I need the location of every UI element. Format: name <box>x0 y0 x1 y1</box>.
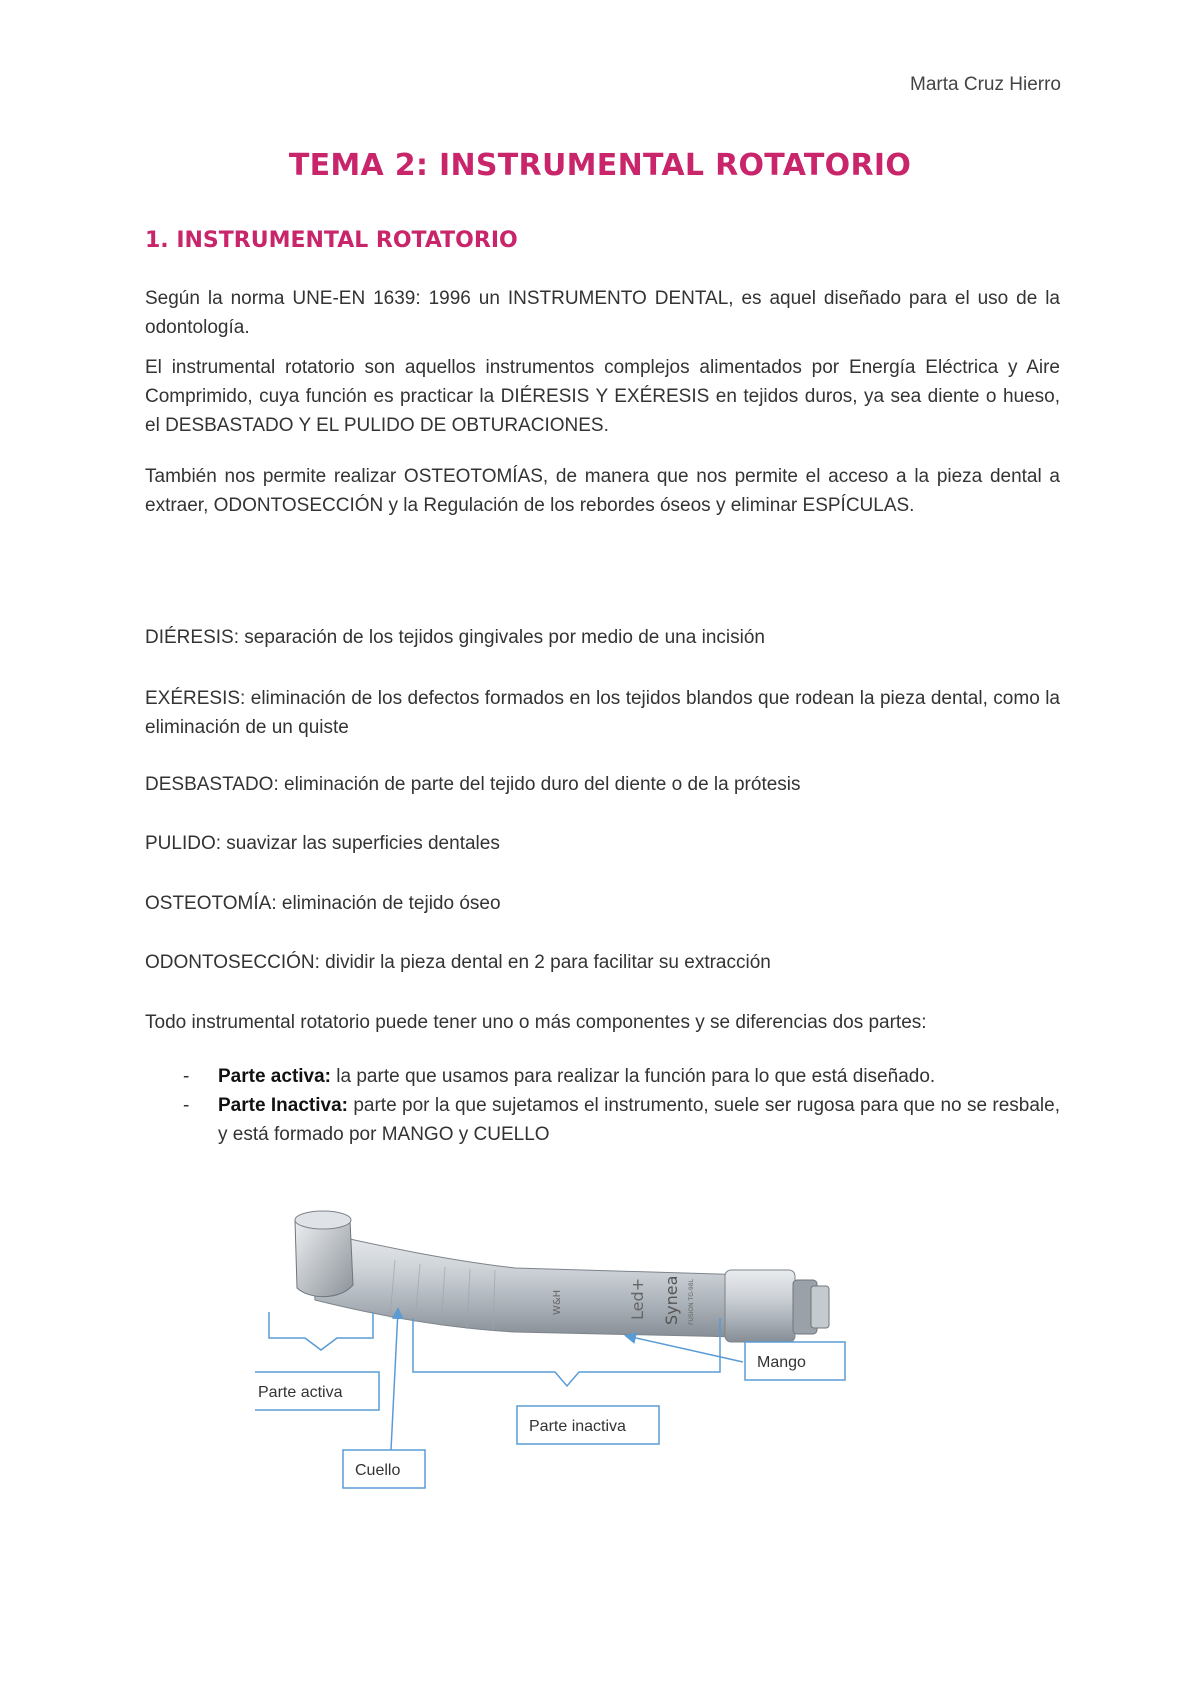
neck-label: Cuello <box>355 1462 401 1479</box>
model-engraving: FUSION TG-98L <box>688 1279 695 1325</box>
page-title: TEMA 2: INSTRUMENTAL ROTATORIO <box>288 148 912 183</box>
bullet-term: Parte activa: <box>218 1066 332 1087</box>
paragraph-odontoseccion: ODONTOSECCIÓN: dividir la pieza dental en 2 para facilitar su extracción <box>145 952 771 973</box>
active-part-label: Parte activa <box>258 1384 343 1401</box>
bullet-text: parte por la que sujetamos el instrumento, suele ser rugosa para que no se resbale, y está formado por MANGO y CUELLO <box>218 1095 1060 1145</box>
paragraph-osteotomia: OSTEOTOMÍA: eliminación de tejido óseo <box>145 893 501 914</box>
paragraph-definition: Según la norma UNE-EN 1639: 1996 un INSTRUMENTO DENTAL, es aquel diseñado para el uso de la odontología. <box>145 288 1060 338</box>
bullet-dash: - <box>183 1066 190 1087</box>
bullet-term: Parte Inactiva: <box>218 1095 348 1116</box>
section-heading: 1. INSTRUMENTAL ROTATORIO <box>145 228 518 253</box>
handle-pointer <box>627 1336 743 1362</box>
handle-label: Mango <box>757 1354 806 1371</box>
author-name: Marta Cruz Hierro <box>910 74 1061 95</box>
handpiece-diagram <box>255 1190 935 1500</box>
inactive-part-label: Parte inactiva <box>529 1418 626 1435</box>
list-item <box>145 1062 1060 1091</box>
brand-engraving: Synea <box>662 1275 681 1325</box>
paragraph-desbastado: DESBASTADO: eliminación de parte del tejido duro del diente o de la prótesis <box>145 774 801 795</box>
paragraph-exeresis: EXÉRESIS: eliminación de los defectos formados en los tejidos blandos que rodean la pieza dental, como la eliminación de un quiste <box>145 688 1060 738</box>
paragraph-osteotomies: También nos permite realizar OSTEOTOMÍAS, de manera que nos permite el acceso a la pieza dental a extraer, ODONTOSECCIÓN y la Regulación de los rebordes óseos y eliminar ESPÍCULAS. <box>145 466 1060 516</box>
logo-engraving: W&H <box>552 1289 563 1315</box>
paragraph-dieresis: DIÉRESIS: separación de los tejidos gingivales por medio de una incisión <box>145 627 765 648</box>
bullet-text: la parte que usamos para realizar la función para lo que está diseñado. <box>331 1066 936 1087</box>
neck-pointer <box>391 1310 398 1450</box>
paragraph-pulido: PULIDO: suavizar las superficies dentales <box>145 833 500 854</box>
parts-list <box>145 1062 1060 1149</box>
list-item <box>145 1091 1060 1149</box>
handpiece-image <box>295 1211 829 1342</box>
led-engraving: Led+ <box>628 1277 647 1320</box>
active-part-bracket <box>269 1312 373 1350</box>
bullet-dash: - <box>183 1095 190 1116</box>
paragraph-rotary-instruments: El instrumental rotatorio son aquellos instrumentos complejos alimentados por Energía Eléctrica y Aire Comprimido, cuya función es practicar la DIÉRESIS Y EXÉRESIS en tejidos duros, ya sea diente o hueso, el DESBASTADO Y EL PULIDO DE OBTURACIONES. <box>145 357 1060 436</box>
paragraph-components: Todo instrumental rotatorio puede tener uno o más componentes y se diferencias dos partes: <box>145 1012 927 1033</box>
